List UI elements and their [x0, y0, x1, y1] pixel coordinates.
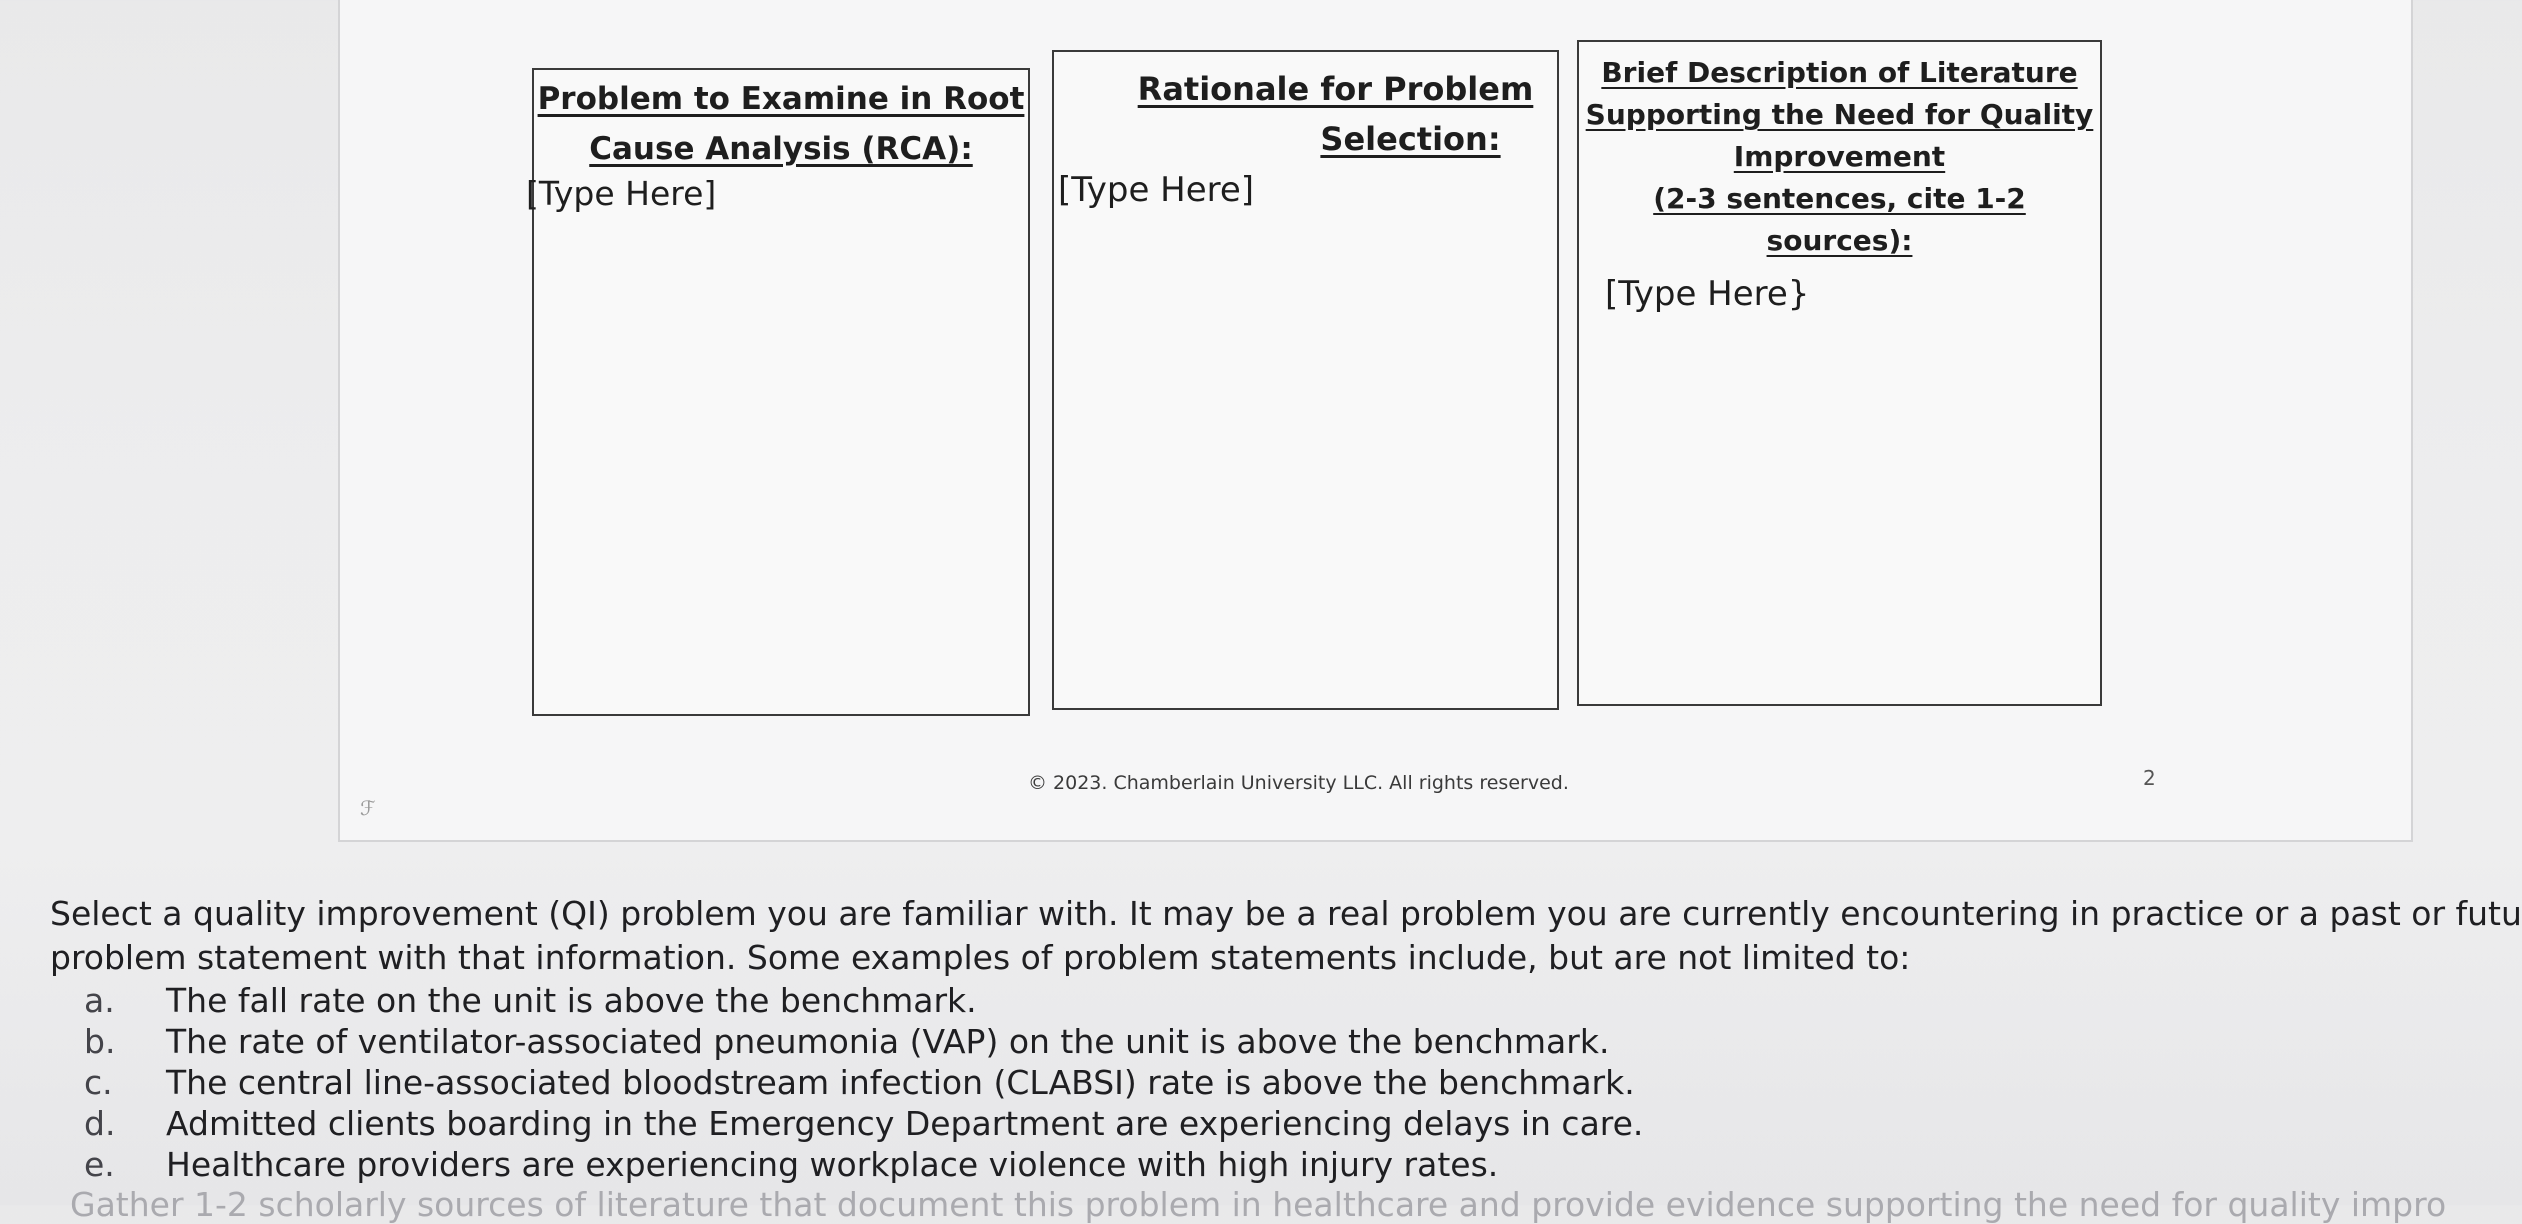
rca-problem-heading — [534, 70, 1028, 174]
list-letter: b. — [84, 1022, 116, 1061]
list-item — [50, 1103, 2396, 1144]
literature-heading — [1579, 42, 2100, 262]
page-number: 2 — [2143, 766, 2156, 790]
margin-mark: ℱ — [360, 796, 376, 820]
list-text: The rate of ventilator-associated pneumonia (VAP) on the unit is above the benchmark. — [166, 1022, 1610, 1061]
list-letter: e. — [84, 1145, 115, 1184]
literature-placeholder[interactable]: [Type Here} — [1605, 274, 1810, 314]
example-list — [50, 980, 2396, 1185]
rca-problem-placeholder[interactable]: [Type Here] — [526, 174, 717, 213]
heading-line: Brief Description of Literature — [1601, 56, 2078, 89]
copyright-footer: © 2023. Chamberlain University LLC. All rights reserved. — [1028, 772, 1569, 794]
list-text: Healthcare providers are experiencing workplace violence with high injury rates. — [166, 1145, 1499, 1184]
list-text: The fall rate on the unit is above the benchmark. — [166, 981, 977, 1020]
heading-line: Improvement — [1733, 140, 1946, 173]
cutoff-line: Gather 1-2 scholarly sources of literature that document this problem in healthcare and provide evidence supporting the need for quality impro — [70, 1185, 2447, 1224]
heading-line: (2-3 sentences, cite 1-2 sources): — [1653, 182, 2026, 257]
list-letter: c. — [84, 1063, 113, 1102]
heading-line: Selection: — [1320, 120, 1501, 158]
literature-box[interactable] — [1577, 40, 2102, 706]
list-item — [50, 1062, 2396, 1103]
instruction-line: Select a quality improvement (QI) problem you are familiar with. It may be a real problem you are currently encountering in practice or a past or futu — [50, 894, 2522, 933]
heading-line: Problem to Examine in Root — [537, 81, 1025, 117]
rationale-box[interactable] — [1052, 50, 1559, 710]
list-item — [50, 1021, 2396, 1062]
instructions — [50, 892, 2522, 1185]
instruction-line: problem statement with that information. Some examples of problem statements include, but are not limited to: — [50, 938, 1911, 977]
list-letter: d. — [84, 1104, 116, 1143]
heading-line: Rationale for Problem — [1137, 70, 1534, 108]
list-letter: a. — [84, 981, 115, 1020]
list-item — [50, 980, 2396, 1021]
list-text: Admitted clients boarding in the Emergency Department are experiencing delays in care. — [166, 1104, 1644, 1143]
list-item — [50, 1144, 2396, 1185]
heading-line: Cause Analysis (RCA): — [589, 131, 973, 167]
heading-line: Supporting the Need for Quality — [1585, 98, 2094, 131]
rationale-placeholder[interactable]: [Type Here] — [1058, 170, 1255, 210]
rca-problem-box[interactable] — [526, 68, 1030, 716]
list-text: The central line-associated bloodstream infection (CLABSI) rate is above the benchmark. — [166, 1063, 1635, 1102]
rationale-heading — [1054, 52, 1557, 164]
